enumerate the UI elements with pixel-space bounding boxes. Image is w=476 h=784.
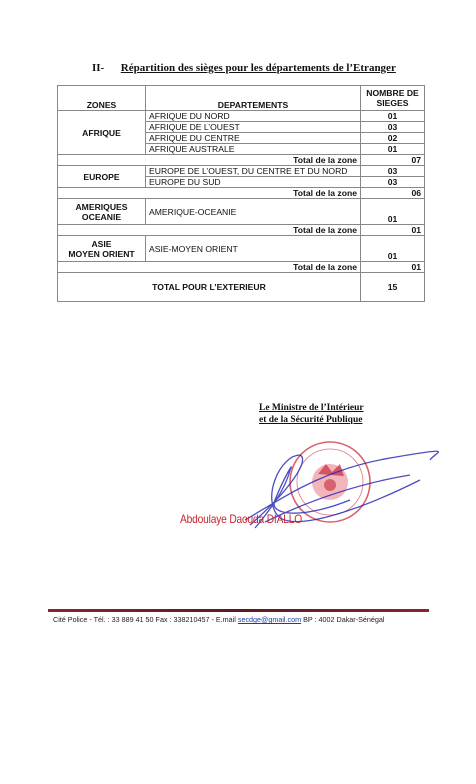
zone-total-value: 01 bbox=[361, 262, 425, 273]
minister-line2: et de la Sécurité Publique bbox=[259, 415, 363, 425]
dept-cell: AMERIQUE-OCEANIE bbox=[146, 199, 361, 225]
table-row bbox=[58, 199, 425, 225]
zone-total-value: 06 bbox=[361, 188, 425, 199]
seats-cell: 01 bbox=[361, 111, 425, 122]
zone-ameriques-line1: AMERIQUES bbox=[75, 201, 128, 212]
seats-cell: 03 bbox=[361, 177, 425, 188]
table-row bbox=[58, 111, 425, 122]
seats-cell: 02 bbox=[361, 133, 425, 144]
zone-europe: EUROPE bbox=[58, 166, 146, 188]
header-nombre-line1: NOMBRE DE bbox=[366, 88, 419, 98]
footer-address: Cité Police - Tél. : 33 889 41 50 Fax : 338210457 - E.mail bbox=[53, 615, 238, 624]
zone-total-label: Total de la zone bbox=[58, 262, 361, 273]
seats-cell: 03 bbox=[361, 122, 425, 133]
footer-divider bbox=[48, 609, 429, 612]
dept-cell: AFRIQUE DU NORD bbox=[146, 111, 361, 122]
dept-cell: EUROPE DE L’OUEST, DU CENTRE ET DU NORD bbox=[146, 166, 361, 177]
dept-cell: EUROPE DU SUD bbox=[146, 177, 361, 188]
table-header-row bbox=[58, 86, 425, 111]
zone-asie-line2: MOYEN ORIENT bbox=[68, 248, 135, 259]
dept-cell: AFRIQUE DE L’OUEST bbox=[146, 122, 361, 133]
section-number: II- bbox=[92, 62, 105, 74]
table-row bbox=[58, 236, 425, 262]
zone-total-row bbox=[58, 262, 425, 273]
grand-total-row bbox=[58, 273, 425, 302]
official-seal-icon bbox=[290, 442, 370, 522]
footer-email-link[interactable]: secdge@gmail.com bbox=[237, 615, 302, 624]
zone-ameriques bbox=[58, 199, 146, 225]
zone-ameriques-line2: OCEANIE bbox=[81, 211, 122, 222]
seats-cell: 01 bbox=[361, 236, 425, 262]
footer-contact bbox=[53, 615, 433, 624]
header-departements: DEPARTEMENTS bbox=[146, 86, 361, 111]
zone-total-label: Total de la zone bbox=[58, 225, 361, 236]
dept-cell: AFRIQUE DU CENTRE bbox=[146, 133, 361, 144]
zone-total-value: 07 bbox=[361, 155, 425, 166]
zone-afrique: AFRIQUE bbox=[58, 111, 146, 155]
zone-total-label: Total de la zone bbox=[58, 155, 361, 166]
seats-cell: 01 bbox=[361, 144, 425, 155]
zone-total-value: 01 bbox=[361, 225, 425, 236]
seats-cell: 01 bbox=[361, 199, 425, 225]
dept-cell: AFRIQUE AUSTRALE bbox=[146, 144, 361, 155]
minister-line1: Le Ministre de l’Intérieur bbox=[259, 403, 364, 413]
minister-title bbox=[259, 402, 364, 426]
footer-postbox: BP : 4002 Dakar-Sénégal bbox=[301, 615, 385, 624]
zone-asie-line1: ASIE bbox=[91, 238, 112, 249]
zone-total-row bbox=[58, 188, 425, 199]
header-nombre-sieges bbox=[361, 86, 425, 111]
zone-total-row bbox=[58, 225, 425, 236]
zone-total-label: Total de la zone bbox=[58, 188, 361, 199]
section-heading bbox=[92, 62, 396, 74]
seats-cell: 03 bbox=[361, 166, 425, 177]
dept-cell: ASIE-MOYEN ORIENT bbox=[146, 236, 361, 262]
signatory-name: Abdoulaye Daouda DIALLO bbox=[180, 512, 302, 526]
zone-total-row bbox=[58, 155, 425, 166]
header-zones: ZONES bbox=[58, 86, 146, 111]
seat-distribution-table bbox=[57, 85, 425, 302]
grand-total-label: TOTAL POUR L’EXTERIEUR bbox=[58, 273, 361, 302]
table-row bbox=[58, 166, 425, 177]
zone-asie bbox=[58, 236, 146, 262]
header-nombre-line2: SIEGES bbox=[376, 98, 409, 108]
section-title: Répartition des sièges pour les départements de l’Etranger bbox=[120, 62, 396, 74]
grand-total-value: 15 bbox=[361, 273, 425, 302]
